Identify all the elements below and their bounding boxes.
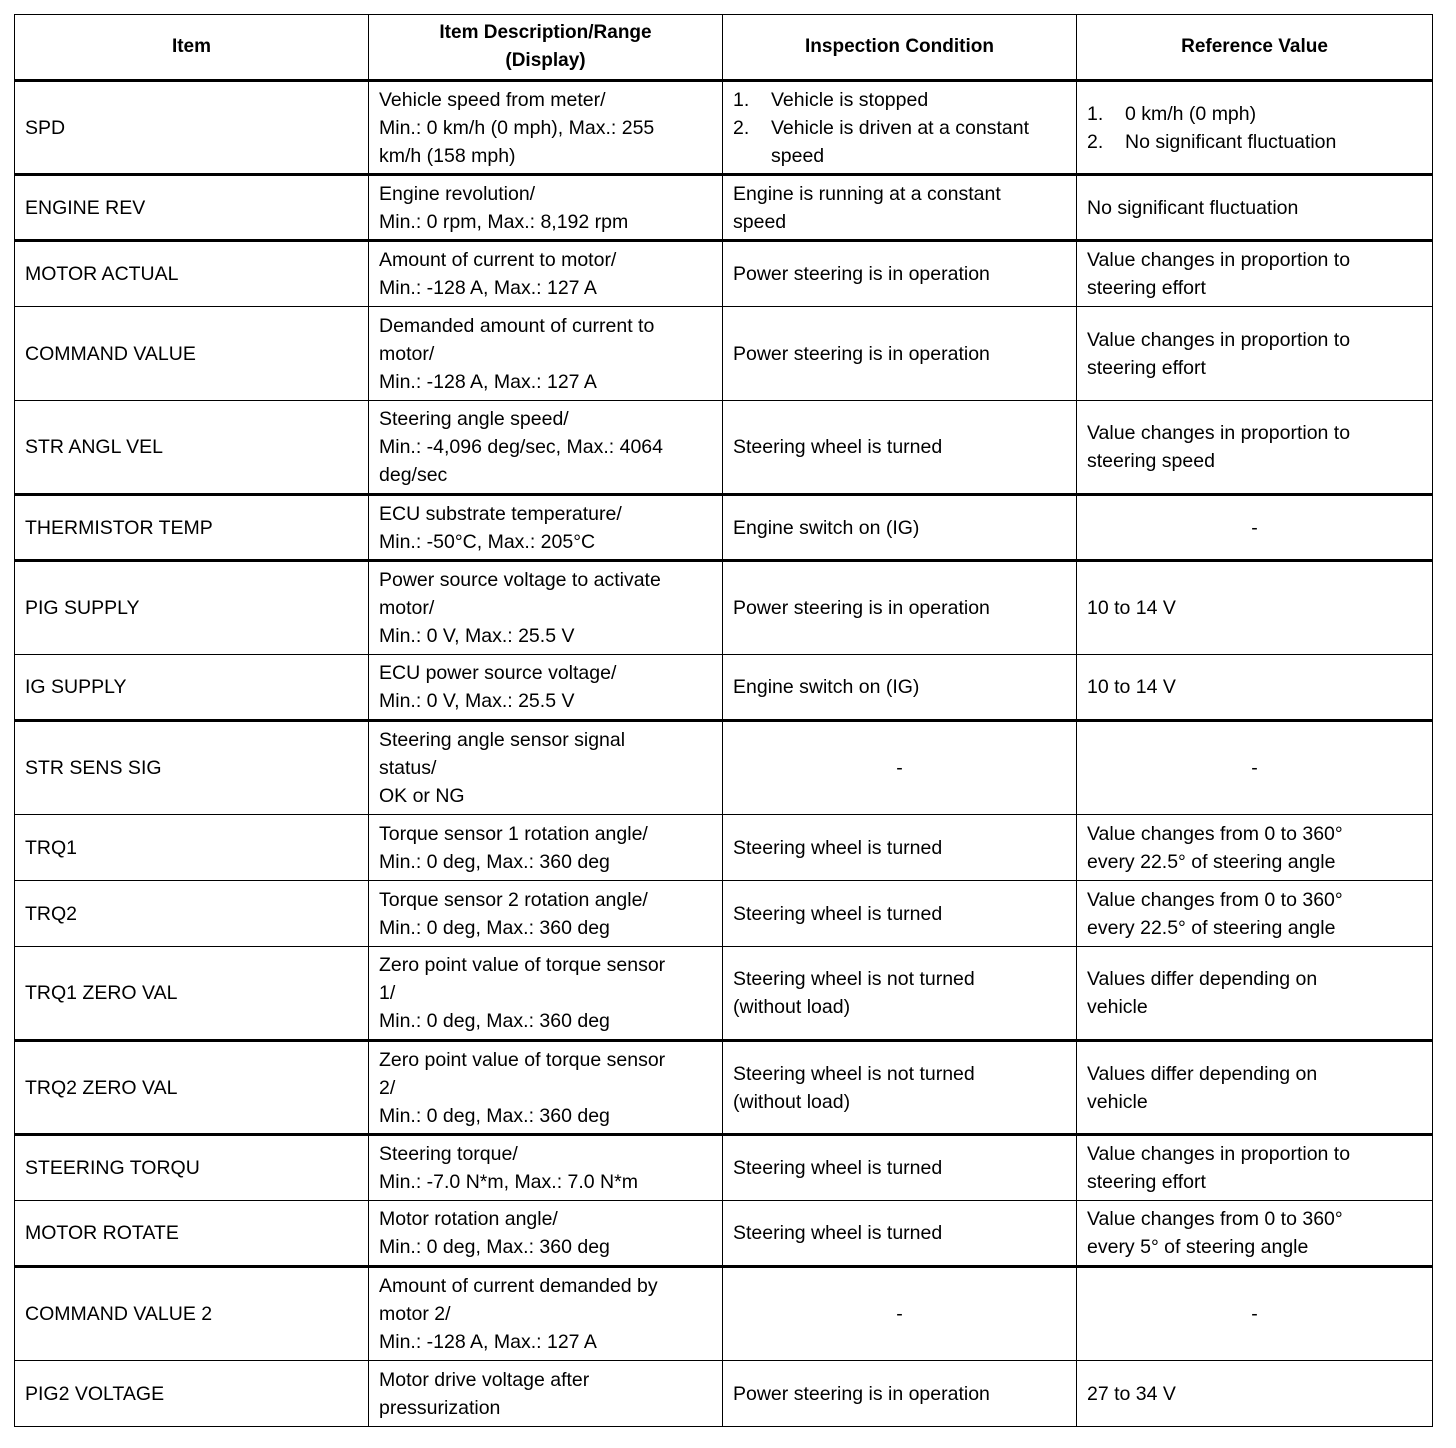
cell-description: [369, 1267, 723, 1361]
header-reference: Reference Value: [1077, 15, 1433, 81]
cell-line: Power steering is in operation: [733, 263, 990, 285]
table-row: [15, 1267, 1433, 1361]
cell-condition: [723, 401, 1077, 495]
cell-line: Engine is running at a constant: [733, 182, 1001, 205]
cell-line: -: [1251, 757, 1258, 779]
cell-description: [369, 307, 723, 401]
cell-item: SPD: [15, 81, 369, 175]
cell-line: Amount of current demanded by: [379, 1275, 658, 1297]
cell-reference: [1077, 881, 1433, 947]
cell-line: No significant fluctuation: [1087, 196, 1299, 219]
table-row: [15, 561, 1433, 655]
cell-line: Min.: 0 km/h (0 mph), Max.: 255: [379, 116, 655, 139]
table-row: [15, 307, 1433, 401]
step-item: [733, 86, 1066, 114]
cell-line: Min.: -7.0 N*m, Max.: 7.0 N*m: [379, 1171, 638, 1193]
cell-description: [369, 1201, 723, 1267]
cell-reference: [1077, 1135, 1433, 1201]
table-row: [15, 721, 1433, 815]
cell-item: IG SUPPLY: [15, 655, 369, 721]
cell-line: Steering wheel is turned: [733, 436, 943, 458]
cell-line: Vehicle speed from meter/: [379, 88, 606, 111]
cell-line: ECU substrate temperature/: [379, 502, 622, 525]
cell-condition: [723, 881, 1077, 947]
cell-line: Power steering is in operation: [733, 597, 990, 619]
cell-item: COMMAND VALUE: [15, 307, 369, 401]
step-text: No significant fluctuation: [1125, 130, 1337, 153]
cell-condition: [723, 81, 1077, 175]
cell-line: Motor rotation angle/: [379, 1208, 558, 1230]
cell-line: every 22.5° of steering angle: [1087, 850, 1336, 873]
cell-line: steering speed: [1087, 450, 1215, 472]
cell-reference: [1077, 307, 1433, 401]
table-row: [15, 1041, 1433, 1135]
cell-line: motor/: [379, 342, 435, 365]
cell-line: (without load): [733, 1090, 851, 1113]
cell-reference: [1077, 721, 1433, 815]
cell-line: Steering wheel is turned: [733, 902, 943, 925]
table-row: [15, 401, 1433, 495]
step-text: Vehicle is driven at a constant speed: [771, 116, 1029, 167]
step-number: 2.: [733, 116, 750, 139]
cell-reference: [1077, 241, 1433, 307]
cell-line: Min.: 0 rpm, Max.: 8,192 rpm: [379, 210, 629, 233]
cell-line: Min.: -128 A, Max.: 127 A: [379, 1331, 597, 1353]
cell-line: Values differ depending on: [1087, 968, 1318, 990]
cell-line: (without load): [733, 996, 851, 1018]
cell-item: TRQ2: [15, 881, 369, 947]
cell-line: Min.: 0 deg, Max.: 360 deg: [379, 916, 610, 939]
cell-line: 10 to 14 V: [1087, 676, 1176, 698]
cell-reference: [1077, 175, 1433, 241]
cell-line: 1/: [379, 982, 396, 1004]
cell-line: Min.: 0 deg, Max.: 360 deg: [379, 1010, 610, 1032]
cell-line: vehicle: [1087, 996, 1148, 1018]
cell-condition: [723, 1041, 1077, 1135]
cell-condition: [723, 175, 1077, 241]
cell-line: Power steering is in operation: [733, 342, 990, 365]
step-list: [1087, 100, 1422, 156]
cell-line: Torque sensor 1 rotation angle/: [379, 822, 648, 845]
cell-item: STR ANGL VEL: [15, 401, 369, 495]
cell-description: [369, 655, 723, 721]
step-number: 1.: [1087, 102, 1104, 125]
cell-line: Steering wheel is turned: [733, 836, 943, 859]
cell-line: Value changes in proportion to: [1087, 249, 1351, 271]
cell-line: Demanded amount of current to: [379, 314, 655, 337]
cell-line: Steering angle speed/: [379, 408, 569, 430]
cell-description: [369, 1361, 723, 1427]
step-item: [1087, 100, 1422, 128]
header-description-line: (Display): [505, 50, 586, 71]
cell-line: motor 2/: [379, 1303, 451, 1325]
cell-description: [369, 947, 723, 1041]
step-number: 1.: [733, 88, 750, 111]
cell-line: Value changes in proportion to: [1087, 422, 1351, 444]
cell-line: steering effort: [1087, 1171, 1206, 1193]
cell-line: Zero point value of torque sensor: [379, 954, 666, 976]
cell-line: Power steering is in operation: [733, 1382, 990, 1405]
cell-line: -: [896, 1303, 903, 1325]
header-description: [369, 15, 723, 81]
cell-description: [369, 495, 723, 561]
cell-condition: [723, 307, 1077, 401]
cell-item: MOTOR ROTATE: [15, 1201, 369, 1267]
cell-line: Min.: -50°C, Max.: 205°C: [379, 530, 596, 553]
cell-line: Min.: -128 A, Max.: 127 A: [379, 370, 597, 393]
cell-reference: [1077, 1267, 1433, 1361]
cell-item: STR SENS SIG: [15, 721, 369, 815]
cell-line: Engine switch on (IG): [733, 516, 920, 539]
cell-reference: [1077, 401, 1433, 495]
cell-line: Min.: -128 A, Max.: 127 A: [379, 277, 597, 299]
cell-line: Engine revolution/: [379, 182, 536, 205]
cell-condition: [723, 1201, 1077, 1267]
cell-line: Steering angle sensor signal: [379, 729, 626, 751]
cell-line: Power source voltage to activate: [379, 569, 661, 591]
cell-line: Value changes from 0 to 360°: [1087, 888, 1343, 911]
cell-item: STEERING TORQU: [15, 1135, 369, 1201]
cell-description: [369, 881, 723, 947]
cell-condition: [723, 721, 1077, 815]
cell-line: OK or NG: [379, 785, 465, 807]
cell-description: [369, 81, 723, 175]
cell-line: steering effort: [1087, 277, 1206, 299]
cell-line: Min.: 0 deg, Max.: 360 deg: [379, 850, 610, 873]
cell-line: Amount of current to motor/: [379, 249, 617, 271]
cell-line: Value changes in proportion to: [1087, 1143, 1351, 1165]
cell-line: Min.: 0 V, Max.: 25.5 V: [379, 690, 575, 712]
cell-line: Torque sensor 2 rotation angle/: [379, 888, 648, 911]
cell-item: ENGINE REV: [15, 175, 369, 241]
cell-line: Min.: 0 deg, Max.: 360 deg: [379, 1104, 610, 1127]
cell-line: Value changes from 0 to 360°: [1087, 822, 1343, 845]
cell-line: Value changes in proportion to: [1087, 328, 1351, 351]
cell-line: -: [1251, 516, 1258, 539]
cell-line: speed: [733, 210, 787, 233]
cell-line: pressurization: [379, 1396, 501, 1419]
cell-condition: [723, 1267, 1077, 1361]
cell-line: 27 to 34 V: [1087, 1382, 1176, 1405]
cell-reference: [1077, 655, 1433, 721]
cell-line: vehicle: [1087, 1090, 1148, 1113]
cell-line: Min.: -4,096 deg/sec, Max.: 4064: [379, 436, 663, 458]
cell-item: TRQ1 ZERO VAL: [15, 947, 369, 1041]
cell-condition: [723, 1135, 1077, 1201]
cell-reference: [1077, 1361, 1433, 1427]
cell-line: status/: [379, 757, 437, 779]
header-row: [15, 15, 1433, 81]
cell-reference: [1077, 1201, 1433, 1267]
table-row: [15, 655, 1433, 721]
cell-line: Min.: 0 deg, Max.: 360 deg: [379, 1236, 610, 1258]
step-text: 0 km/h (0 mph): [1125, 102, 1257, 125]
cell-reference: [1077, 495, 1433, 561]
cell-condition: [723, 561, 1077, 655]
cell-line: Value changes from 0 to 360°: [1087, 1208, 1343, 1230]
header-item: Item: [15, 15, 369, 81]
cell-line: ECU power source voltage/: [379, 662, 617, 684]
cell-reference: [1077, 947, 1433, 1041]
step-item: [1087, 128, 1422, 156]
cell-condition: [723, 947, 1077, 1041]
cell-line: deg/sec: [379, 464, 448, 486]
cell-line: -: [1251, 1303, 1258, 1325]
cell-line: motor/: [379, 597, 435, 619]
table-row: [15, 241, 1433, 307]
cell-line: every 5° of steering angle: [1087, 1236, 1309, 1258]
cell-description: [369, 815, 723, 881]
cell-line: -: [896, 757, 903, 779]
cell-description: [369, 401, 723, 495]
table-row: [15, 1201, 1433, 1267]
cell-item: TRQ2 ZERO VAL: [15, 1041, 369, 1135]
cell-description: [369, 1135, 723, 1201]
cell-reference: [1077, 815, 1433, 881]
cell-item: PIG SUPPLY: [15, 561, 369, 655]
table-row: [15, 815, 1433, 881]
cell-description: [369, 561, 723, 655]
cell-line: Steering wheel is not turned: [733, 1062, 975, 1085]
table-row: [15, 881, 1433, 947]
data-list-table: [14, 14, 1433, 1427]
cell-line: Steering wheel is turned: [733, 1157, 943, 1179]
cell-description: [369, 241, 723, 307]
cell-line: Min.: 0 V, Max.: 25.5 V: [379, 625, 575, 647]
cell-line: Values differ depending on: [1087, 1062, 1318, 1085]
cell-item: MOTOR ACTUAL: [15, 241, 369, 307]
cell-reference: [1077, 561, 1433, 655]
cell-line: Engine switch on (IG): [733, 676, 920, 698]
step-item: [733, 114, 1066, 170]
table-row: [15, 81, 1433, 175]
cell-condition: [723, 655, 1077, 721]
cell-line: steering effort: [1087, 356, 1206, 379]
step-number: 2.: [1087, 130, 1104, 153]
cell-line: Steering wheel is turned: [733, 1222, 943, 1244]
cell-condition: [723, 241, 1077, 307]
cell-description: [369, 1041, 723, 1135]
cell-line: Steering wheel is not turned: [733, 968, 975, 990]
cell-line: Steering torque/: [379, 1143, 518, 1165]
header-description-line: Item Description/Range: [439, 22, 652, 43]
table-row: [15, 1135, 1433, 1201]
cell-line: every 22.5° of steering angle: [1087, 916, 1336, 939]
header-condition: Inspection Condition: [723, 15, 1077, 81]
table-row: [15, 1361, 1433, 1427]
cell-condition: [723, 495, 1077, 561]
cell-item: COMMAND VALUE 2: [15, 1267, 369, 1361]
cell-line: Zero point value of torque sensor: [379, 1048, 666, 1071]
step-text: Vehicle is stopped: [771, 88, 929, 111]
cell-condition: [723, 1361, 1077, 1427]
table-row: [15, 947, 1433, 1041]
cell-description: [369, 721, 723, 815]
cell-line: Motor drive voltage after: [379, 1368, 590, 1391]
cell-item: THERMISTOR TEMP: [15, 495, 369, 561]
cell-reference: [1077, 81, 1433, 175]
cell-line: 2/: [379, 1076, 396, 1099]
cell-description: [369, 175, 723, 241]
cell-item: PIG2 VOLTAGE: [15, 1361, 369, 1427]
cell-reference: [1077, 1041, 1433, 1135]
cell-condition: [723, 815, 1077, 881]
cell-item: TRQ1: [15, 815, 369, 881]
table-row: [15, 175, 1433, 241]
table-body: [15, 81, 1433, 1427]
cell-line: km/h (158 mph): [379, 144, 516, 167]
cell-line: 10 to 14 V: [1087, 597, 1176, 619]
step-list: [733, 86, 1066, 170]
table-row: [15, 495, 1433, 561]
